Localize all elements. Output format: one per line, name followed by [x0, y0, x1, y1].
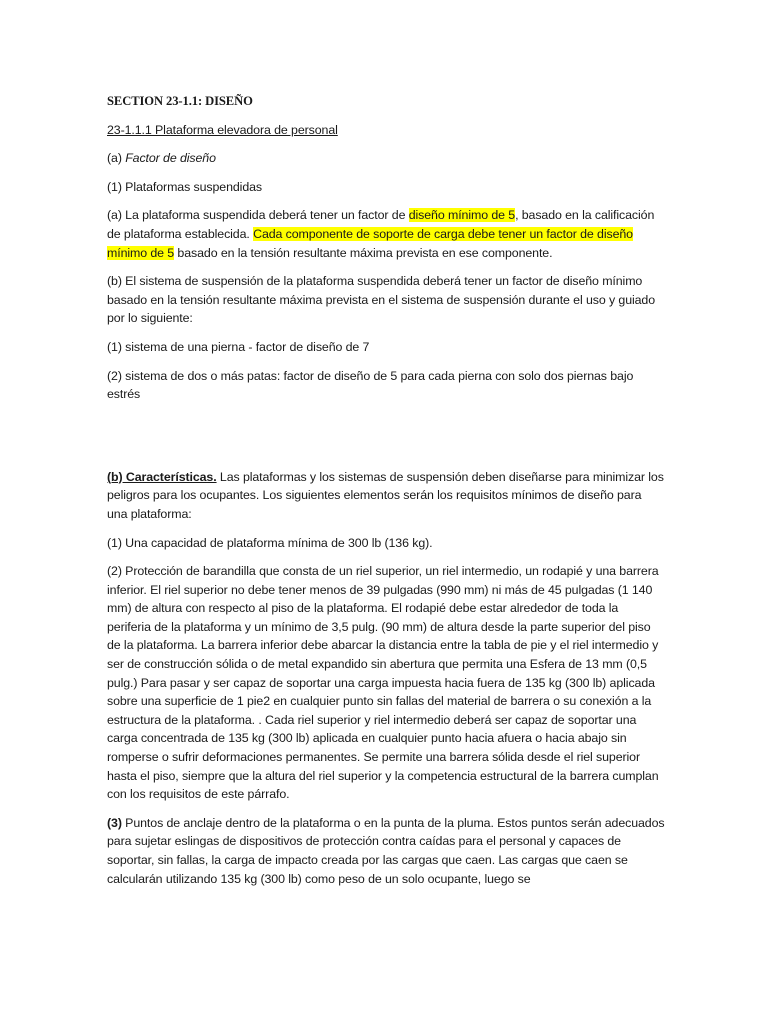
subsection-title-text: 23-1.1.1 Plataforma elevadora de personal: [107, 122, 338, 137]
paragraph-a-text-3: basado en la tensión resultante máxima prevista en ese componente.: [174, 245, 553, 260]
highlight-load-component: Cada componente de soporte de carga debe tener un factor de diseño mínimo de 5: [107, 226, 633, 260]
design-factor-label: (a): [107, 151, 126, 166]
highlight-min-design-factor: diseño mínimo de 5: [408, 208, 516, 223]
design-factor-title: Factor de diseño: [125, 151, 216, 166]
characteristic-anchorage-label: (3): [107, 815, 122, 830]
characteristic-anchorage-text: Puntos de anclaje dentro de la plataforma o en la punta de la pluma. Estos puntos serán adecuados para sujetar eslingas de dispositivos de protección contra caídas para el personal y capaces de soportar, sin fallas, la carga de impacto creada por las cargas que caen. Las cargas que caen se calcularán utilizando 135 kg (300 lb) como peso de un solo ocupante, luego se: [107, 815, 665, 886]
characteristics-text: Las plataformas y los sistemas de suspensión deben diseñarse para minimizar los peligros para los ocupantes. Los siguientes elementos serán los requisitos mínimos de diseño para una plataforma:: [107, 469, 664, 521]
list-item-two-legs: (2) sistema de dos o más patas: factor de diseño de 5 para cada pierna con solo dos piernas bajo estrés: [107, 368, 634, 402]
document-body: [107, 92, 665, 888]
design-factor-heading: [107, 149, 665, 168]
paragraph-a: [107, 206, 665, 262]
list-item-single-leg: (1) sistema de una pierna - factor de diseño de 7: [107, 339, 370, 354]
paragraph-a-text-2: , basado en la calificación de plataforma establecida.: [107, 208, 655, 241]
paragraph-a-text-1: (a) La plataforma suspendida deberá tener un factor de: [107, 208, 409, 223]
characteristics-label: (b) Características.: [107, 469, 217, 484]
characteristics-paragraph: [107, 468, 665, 524]
subsection-title: [107, 121, 665, 140]
characteristic-anchorage: [107, 814, 665, 888]
blank-space: [107, 404, 665, 468]
section-title: SECTION 23-1.1: DISEÑO: [107, 94, 253, 108]
characteristic-guardrail: (2) Protección de barandilla que consta de un riel superior, un riel intermedio, un rodapié y una barrera inferior. El riel superior no debe tener menos de 39 pulgadas (990 mm) ni más de 45 pulgadas (1 140 mm) de altura con respecto al piso de la plataforma. El rodapié debe estar alrededor de toda la periferia de la plataforma y un mínimo de 3,5 pulg. (90 mm) de altura desde la parte superior del piso de la plataforma. La barrera inferior debe abarcar la distancia entre la tabla de pie y el riel intermedio y ser de construcción sólida o de metal expandido sin abertura que permita una Esfera de 13 mm (0,5 pulg.) Para pasar y ser capaz de soportar una carga impuesta hacia fuera de 135 kg (300 lb) aplicada sobre una superficie de 1 pie2 en cualquier punto sin fallas del material de barrera o su conexión a la estructura de la plataforma. . Cada riel superior y riel intermedio deberá ser capaz de soportar una carga concentrada de 135 kg (300 lb) aplicada en cualquier punto hacia afuera o hacia abajo sin romperse o sufrir deformaciones permanentes. Se permite una barrera sólida desde el riel superior hasta el piso, siempre que la altura del riel superior y la competencia estructural de la barrera cumplan con los requisitos de este párrafo.: [107, 564, 659, 802]
suspended-platforms-heading: (1) Plataformas suspendidas: [107, 179, 263, 194]
characteristic-capacity: (1) Una capacidad de plataforma mínima de 300 lb (136 kg).: [107, 535, 433, 550]
paragraph-b: (b) El sistema de suspensión de la plataforma suspendida deberá tener un factor de diseño mínimo basado en la tensión resultante máxima prevista en el sistema de suspensión durante el uso y guiado por lo siguiente:: [107, 274, 656, 326]
